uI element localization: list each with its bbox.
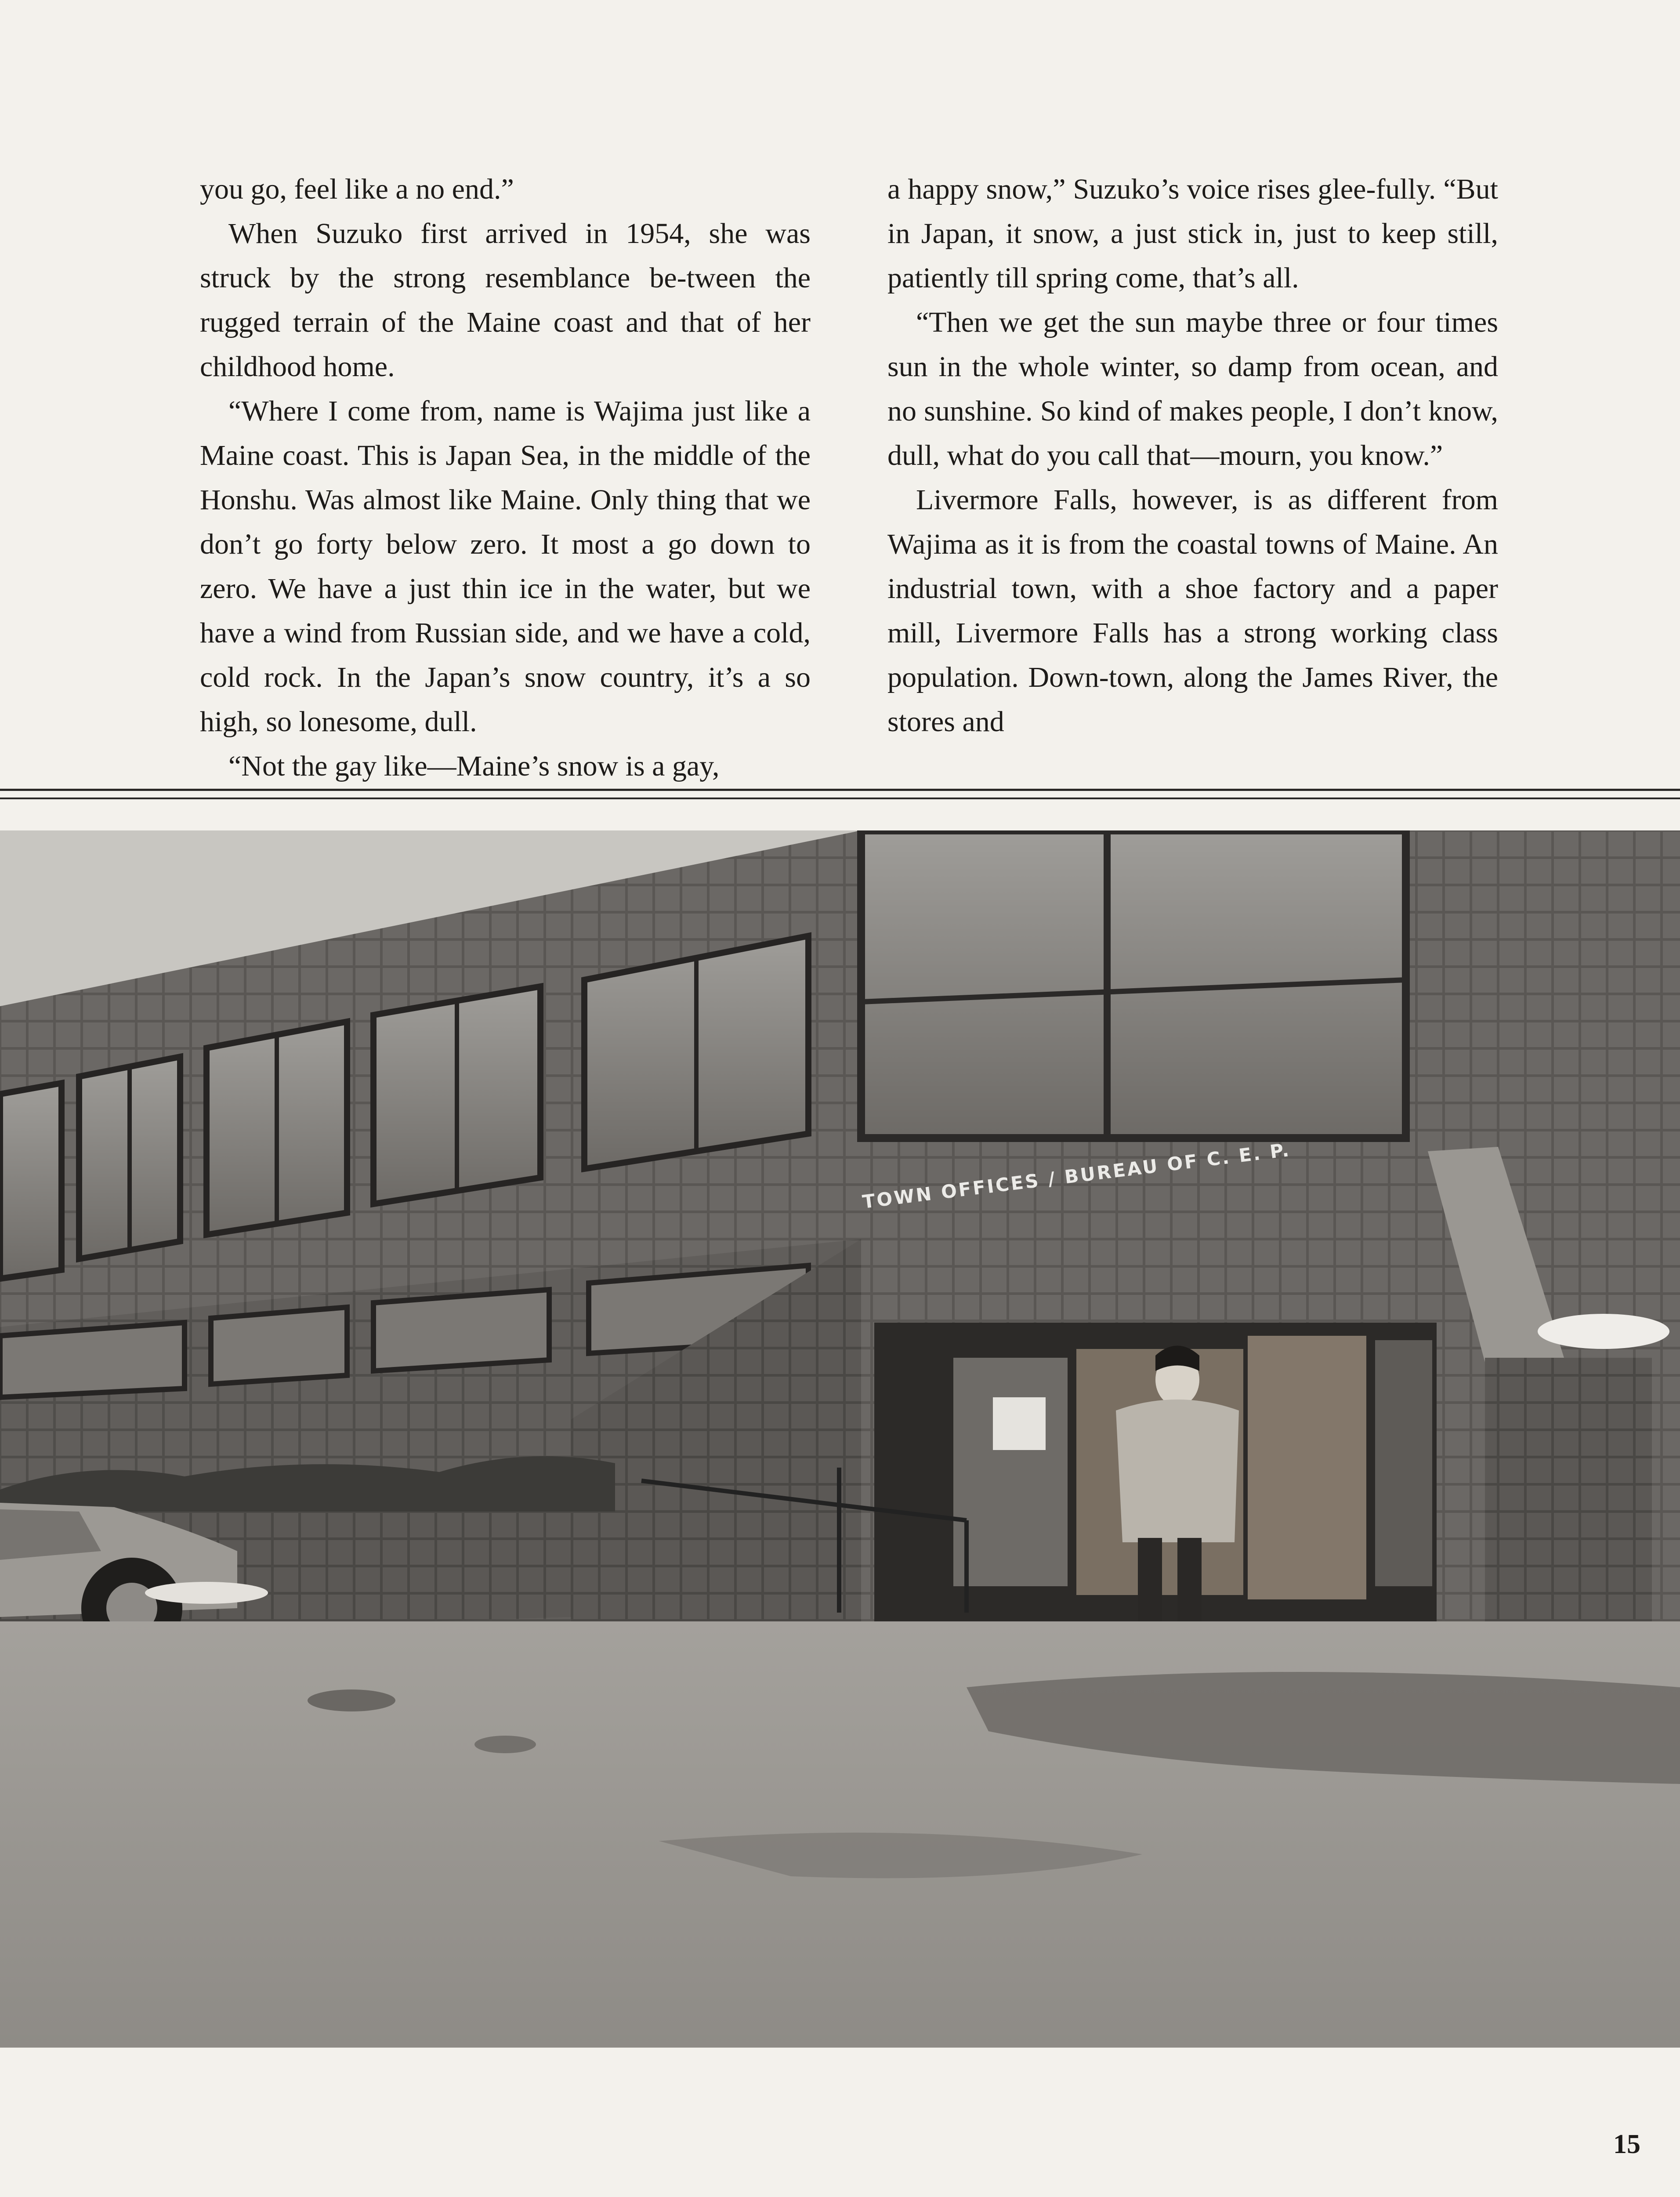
paragraph: “Not the gay like—Maine’s snow is a gay, — [228, 750, 720, 782]
left-column — [200, 167, 811, 788]
divider-rule — [0, 789, 1680, 791]
photo-illustration — [0, 830, 1680, 2048]
paragraph: a happy snow,” Suzuko’s voice rises glee-fully. “But in Japan, it snow, a just stick in, just to keep still, patiently till spring come, that’s all. — [887, 173, 1498, 294]
article-text — [200, 167, 1505, 782]
page-number: 15 — [1613, 2129, 1640, 2159]
paragraph: “Then we get the sun maybe three or four times sun in the whole winter, so damp from ocean, and no sunshine. So kind of makes people, I don’t know, dull, what do you call that—mourn, you know.” — [887, 306, 1498, 471]
divider-rule — [0, 798, 1680, 799]
right-column — [887, 167, 1498, 744]
paragraph: When Suzuko first arrived in 1954, she was struck by the strong resemblance be-tween the rugged terrain of the Maine coast and that of her childhood home. — [200, 218, 811, 383]
paragraph: you go, feel like a no end.” — [200, 173, 514, 205]
paragraph: Livermore Falls, however, is as different from Wajima as it is from the coastal towns of Maine. An industrial town, with a shoe factory and a paper mill, Livermore Falls has a strong working class population. Down-town, along the James River, the stores and — [887, 484, 1498, 738]
building-sign: TOWN OFFICES / BUREAU OF C. E. P. — [861, 1138, 1292, 1213]
town-office-photo — [0, 830, 1680, 2048]
paragraph: “Where I come from, name is Wajima just like a Maine coast. This is Japan Sea, in the middle of the Honshu. Was almost like Maine. Only thing that we don’t go forty below zero. It most a go down to zero. We have a just thin ice in the water, but we have a wind from Russian side, and we have a cold, cold rock. In the Japan’s snow country, it’s a so high, so lonesome, dull. — [200, 395, 811, 738]
